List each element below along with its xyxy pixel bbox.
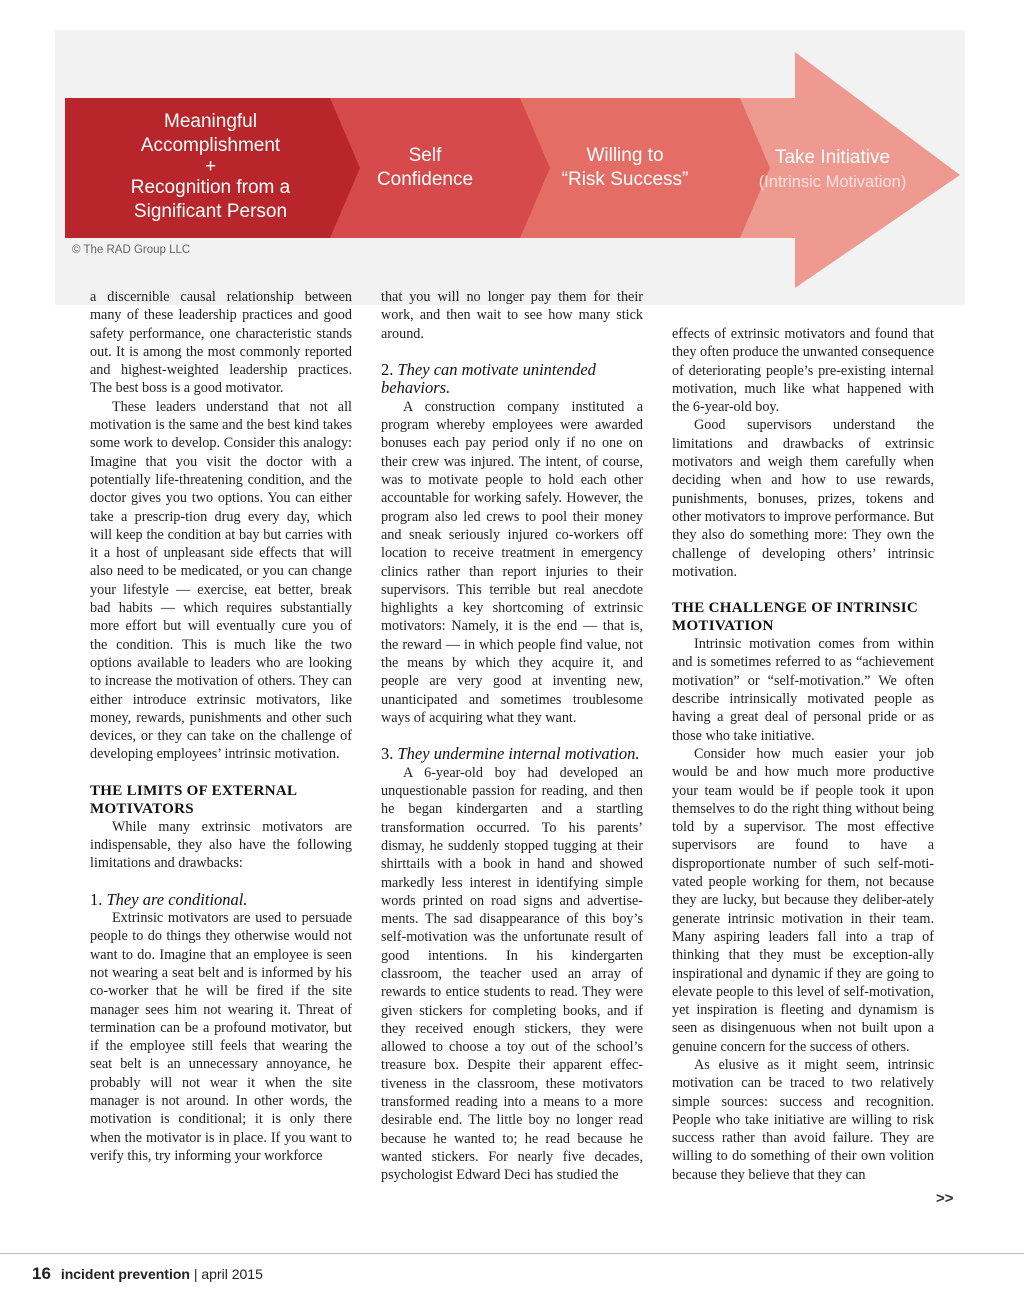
stage-4-label: Take Initiative (Intrinsic Motivation) bbox=[758, 147, 907, 191]
process-arrow-graphic bbox=[55, 30, 965, 305]
issue-date: april 2015 bbox=[201, 1266, 263, 1282]
paragraph: Extrinsic motivators are used to persuade people to do things they otherwise would not want to do. Imagine that an employee is seen not wearing a seat belt and is informed by his co-worker that he will be fired if the site manager sees him not wearing it. Threat of termination can be a profound motivator, but if the employee still feels that wearing the seat belt is an unnecessary annoyance, he probably will not wear it when the site manager is not around. In other words, the motivation is conditional; it is only there when the motivator is in place. If you want to verify this, try informing your workforce bbox=[90, 910, 352, 1164]
stage-1-label: Meaningful Accomplishment + Recognition from a Significant Person bbox=[130, 111, 291, 222]
paragraph: that you will no longer pay them for their work, and then wait to see how many stick around. bbox=[381, 289, 643, 342]
stage-2-label: Self Confidence bbox=[376, 145, 474, 190]
subsection-heading: 2. They can motivate unintended behaviors. bbox=[381, 359, 596, 398]
graphic-copyright: © The RAD Group LLC bbox=[72, 244, 191, 256]
article-column-2 bbox=[381, 288, 643, 1185]
footer-divider bbox=[0, 1253, 1024, 1254]
subsection-heading: 1. They are conditional. bbox=[90, 889, 248, 909]
paragraph: A construction company instituted a program whereby employees were awarded bonuses each pay period only if no one on their crew was injured. The intent, of course, was to motivate people to hold each other accountable for working safely. However, the program also led crews to pool their money and sneak seriously injured co-workers off location to receive treatment in emergency clinics rather than report injuries to their supervisors. This terrible but real anecdote highlights a key shortcoming of extrinsic motivators: Namely, it is the end — that is, the reward — in which people find value, not the means by which they acquire it, and people are very good at inventing new, unanticipated and sometimes troublesome ways of acquiring what they want. bbox=[381, 398, 643, 726]
subsection-heading: 3. They undermine internal motivation. bbox=[381, 744, 640, 764]
footer-separator: | bbox=[193, 1266, 198, 1282]
section-heading: THE LIMITS OF EXTERNAL MOTIVATORS bbox=[90, 782, 297, 817]
paragraph: These leaders understand that not all motivation is the same and the best kind takes some work to develop. Consider this analogy: Imagine that you visit the doctor with a potentially life-threatening condition, and the doctor gives you two options. You can either take a prescrip-tion drug every day, which will keep the condition at bay but carries with it a host of unpleasant side effects that will also need to be medicated, or you can change your lifestyle — exercise, eat better, break bad habits — which requires substantially more effort but will eventually cure you of the condition. This is much like the two options available to leaders who are looking to increase the motivation of others. They can either introduce extrinsic motivators, like money, rewards, punishments and other such devices, or they can take on the challenge of developing employees’ intrinsic motivation. bbox=[90, 398, 352, 763]
article-column-1 bbox=[90, 288, 352, 1165]
magazine-name: incident prevention bbox=[60, 1266, 190, 1282]
paragraph: a discernible causal relationship between many of these leadership practices and good safety performance, one characteristic stands out. It is among the most commonly reported and highest-weighted leadership practices. The best boss is a good motivator. bbox=[90, 289, 352, 397]
article-column-3 bbox=[672, 325, 934, 1184]
paragraph: Consider how much easier your job would be and how much more productive your team would be if people took it upon themselves to do the right thing without being told by a supervisor. The most effective supervisors are found to have a disproportionate number of such self-moti-vated people working for them, not because they are lucky, but because they deliber-ately generate intrinsic motivation in their team. Many aspiring leaders fall into a trap of thinking that they must be exception-ally inspirational and dynamic if they are going to elevate people to this level of self-motivation, yet inspiration is fleeting and dynamism is seen as disingenuous when not built upon a genuine concern for the success of others. bbox=[672, 745, 934, 1055]
section-heading: THE CHALLENGE OF INTRINSIC MOTIVATION bbox=[672, 600, 919, 635]
paragraph: effects of extrinsic motivators and found that they often produce the unwanted consequence of deteriorating people’s pre-existing internal motivation, much like what happened with the 6-year-old boy. bbox=[672, 326, 934, 416]
stage-3-label: Willing to “Risk Success” bbox=[561, 145, 689, 190]
page-number: 16 bbox=[32, 1264, 51, 1283]
paragraph: Intrinsic motivation comes from within and is sometimes referred to as “achievement motivation” or “self-motivation.” We often describe intrinsically motivated people as having a great deal of personal pride or as those who take initiative. bbox=[672, 636, 934, 744]
paragraph: While many extrinsic motivators are indispensable, they also have the following limitations and drawbacks: bbox=[90, 818, 352, 872]
paragraph: As elusive as it might seem, intrinsic motivation can be traced to two relatively simple sources: success and recognition. People who take initiative are willing to risk success rather than avoid failure. They are willing to do something of their own volition because they believe that they can bbox=[672, 1056, 934, 1183]
continue-arrow-icon: >> bbox=[936, 1190, 954, 1207]
page-footer bbox=[32, 1264, 263, 1284]
paragraph: A 6-year-old boy had developed an unquestionable passion for reading, and then he began kindergarten and a startling transformation occurred. To his parents’ dismay, he suddenly stopped tugging at their shirttails with a book in hand and showed markedly less interest in identifying simple words printed on road signs and advertise-ments. The sad disappearance of this boy’s self-motivation was the unfortunate result of good intentions. In his kindergarten classroom, the teacher used an array of rewards to entice students to read. They were given stickers for completing books, and if they received enough stickers, they were allowed to choose a toy out of the school’s treasure box. Despite their apparent effec-tiveness in the classroom, these motivators transformed reading into a means to a more desirable end. The little boy no longer read because he wanted to; he read because he wanted stickers. For nearly five decades, psychologist Edward Deci has studied the bbox=[381, 764, 643, 1184]
paragraph: Good supervisors understand the limitations and drawbacks of extrinsic motivators and weigh them carefully when deciding when and how to use rewards, punishments, bonuses, prizes, tokens and other motivators to improve performance. But they also do something more: They own the challenge of developing others’ intrinsic motivation. bbox=[672, 417, 934, 580]
